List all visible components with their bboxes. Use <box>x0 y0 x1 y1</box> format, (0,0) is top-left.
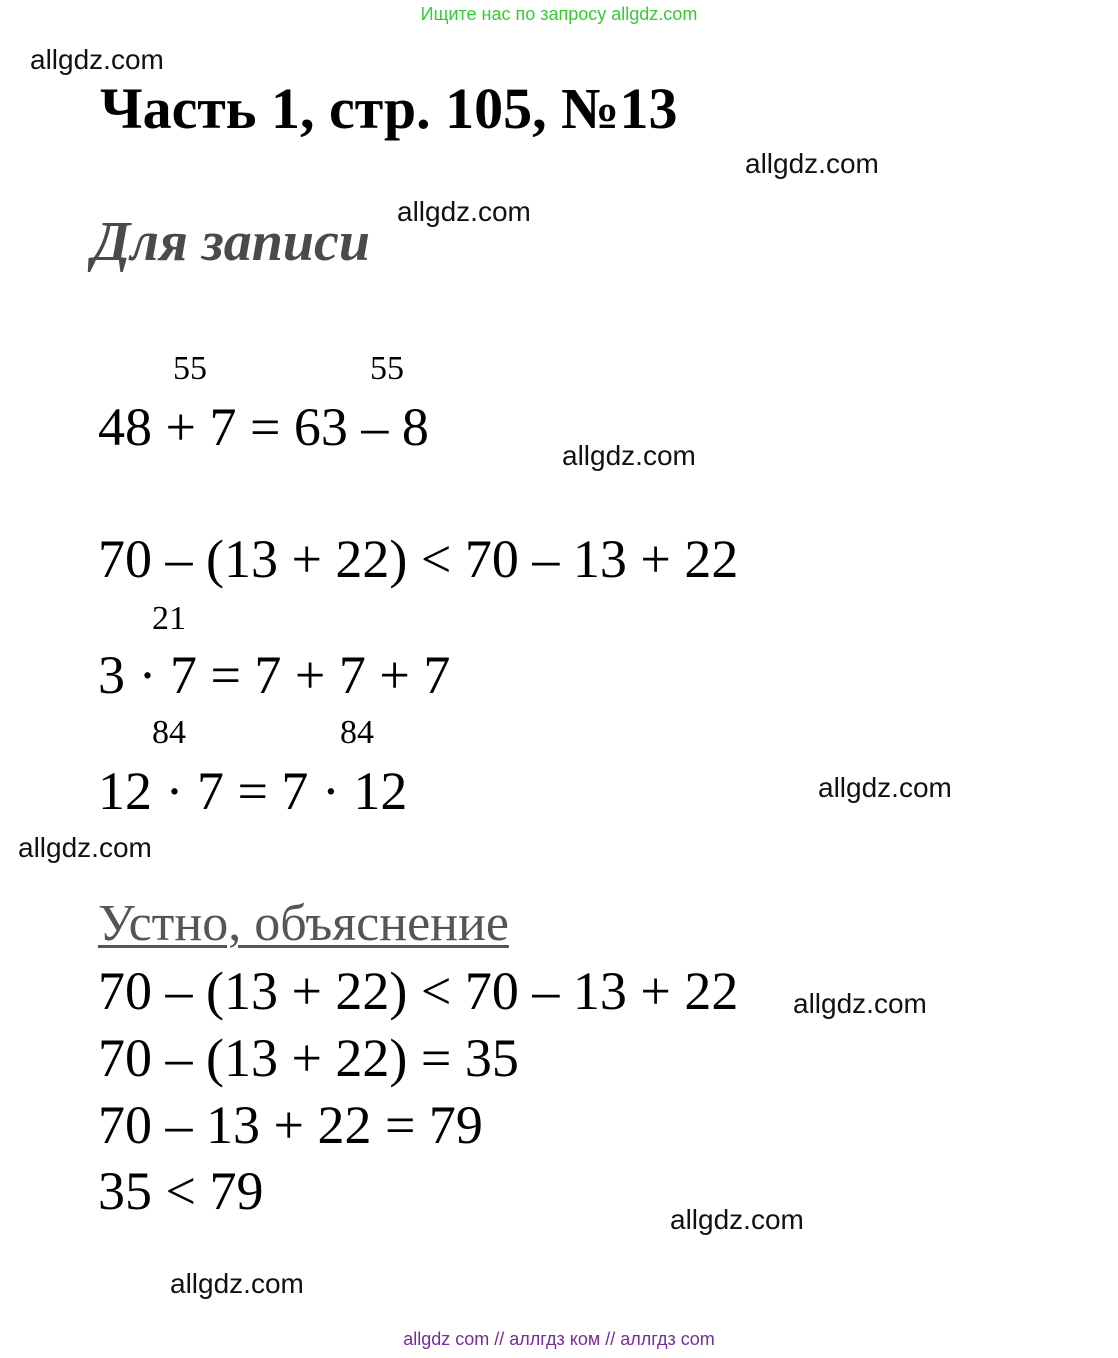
watermark: allgdz.com <box>170 1268 304 1299</box>
annotation-value: 21 <box>152 600 186 637</box>
watermark: allgdz.com <box>793 988 927 1019</box>
watermark: allgdz.com <box>745 148 879 179</box>
watermark: allgdz.com <box>397 196 531 227</box>
watermark: allgdz.com <box>30 44 164 75</box>
record-expression: 12 · 7 = 7 · 12 <box>98 761 408 821</box>
explanation-line: 70 – (13 + 22) = 35 <box>98 1028 519 1088</box>
explanation-line: 70 – (13 + 22) < 70 – 13 + 22 <box>98 961 739 1021</box>
explanation-heading: Устно, объяснение <box>98 895 509 952</box>
annotation-value: 84 <box>152 714 186 751</box>
watermark: allgdz.com <box>18 832 152 863</box>
page-title: Часть 1, стр. 105, №13 <box>100 76 678 141</box>
watermark: allgdz.com <box>818 772 952 803</box>
watermark: allgdz.com <box>670 1204 804 1235</box>
top-banner[interactable]: Ищите нас по запросу allgdz.com <box>420 4 698 24</box>
explanation-line: 35 < 79 <box>98 1161 264 1221</box>
explanation-line: 70 – 13 + 22 = 79 <box>98 1095 483 1155</box>
record-expression: 3 · 7 = 7 + 7 + 7 <box>98 645 451 705</box>
annotation-value: 55 <box>173 350 207 387</box>
footer-links[interactable]: allgdz com // аллгдз ком // аллгдз com <box>403 1329 715 1349</box>
watermark: allgdz.com <box>562 440 696 471</box>
record-expression: 70 – (13 + 22) < 70 – 13 + 22 <box>98 529 739 589</box>
record-expression: 48 + 7 = 63 – 8 <box>98 397 429 457</box>
annotation-value: 84 <box>340 714 374 751</box>
section-subtitle: Для записи <box>92 211 370 273</box>
annotation-value: 55 <box>370 350 404 387</box>
